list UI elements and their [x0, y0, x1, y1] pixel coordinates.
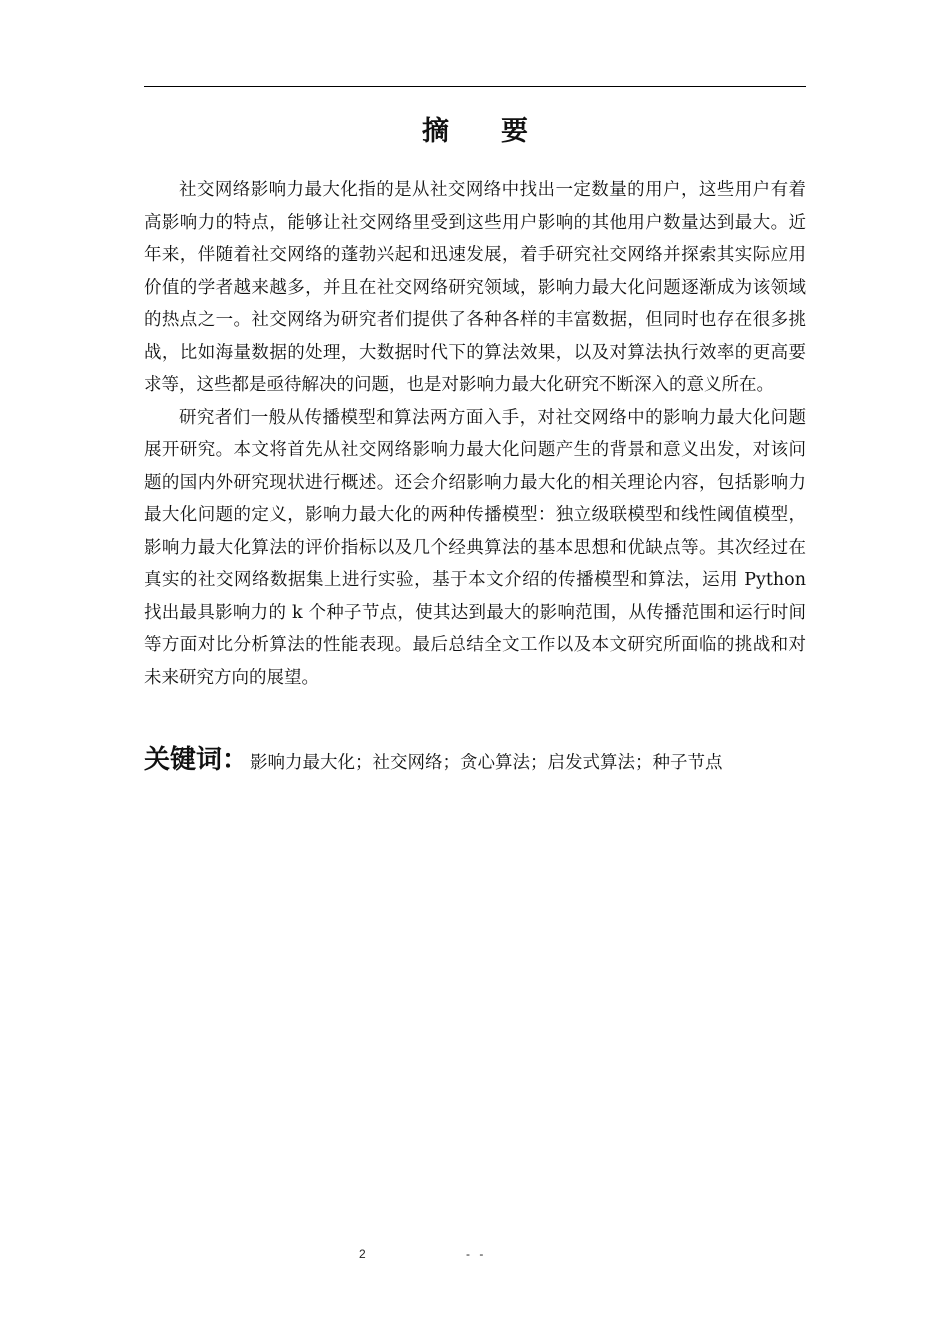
- page-footer: [0, 1245, 950, 1269]
- abstract-paragraph-2: 研究者们一般从传播模型和算法两方面入手，对社交网络中的影响力最大化问题展开研究。本文将首先从社交网络影响力最大化问题产生的背景和意义出发，对该问题的国内外研究现状进行概述。还会介绍影响力最大化的相关理论内容，包括影响力最大化问题的定义，影响力最大化的两种传播模型：独立级联模型和线性阈值模型，影响力最大化算法的评价指标以及几个经典算法的基本思想和优缺点等。其次经过在真实的社交网络数据集上进行实验，基于本文介绍的传播模型和算法，运用 Python 找出最具影响力的 k 个种子节点，使其达到最大的影响范围，从传播范围和运行时间等方面对比分析算法的性能表现。最后总结全文工作以及本文研究所面临的挑战和对未来研究方向的展望。: [144, 407, 806, 688]
- keywords-line: [144, 740, 834, 783]
- keywords-list: 影响力最大化；社交网络；贪心算法；启发式算法；种子节点: [250, 753, 723, 773]
- abstract-paragraph-1: 社交网络影响力最大化指的是从社交网络中找出一定数量的用户，这些用户有着高影响力的特点，能够让社交网络里受到这些用户影响的其他用户数量达到最大。近年来，伴随着社交网络的蓬勃兴起和迅速发展，着手研究社交网络并探索其实际应用价值的学者越来越多，并且在社交网络研究领域，影响力最大化问题逐渐成为该领域的热点之一。社交网络为研究者们提供了各种各样的丰富数据，但同时也存在很多挑战，比如海量数据的处理，大数据时代下的算法效果，以及对算法执行效率的更高要求等，这些都是亟待解决的问题，也是对影响力最大化研究不断深入的意义所在。: [144, 180, 806, 395]
- abstract-body: [144, 174, 806, 694]
- page-number: 2: [359, 1247, 366, 1261]
- keywords-label: 关键词：: [144, 745, 249, 775]
- abstract-title: 摘要: [422, 116, 580, 147]
- footer-mark: - -: [466, 1247, 487, 1261]
- header-rule: [144, 86, 806, 87]
